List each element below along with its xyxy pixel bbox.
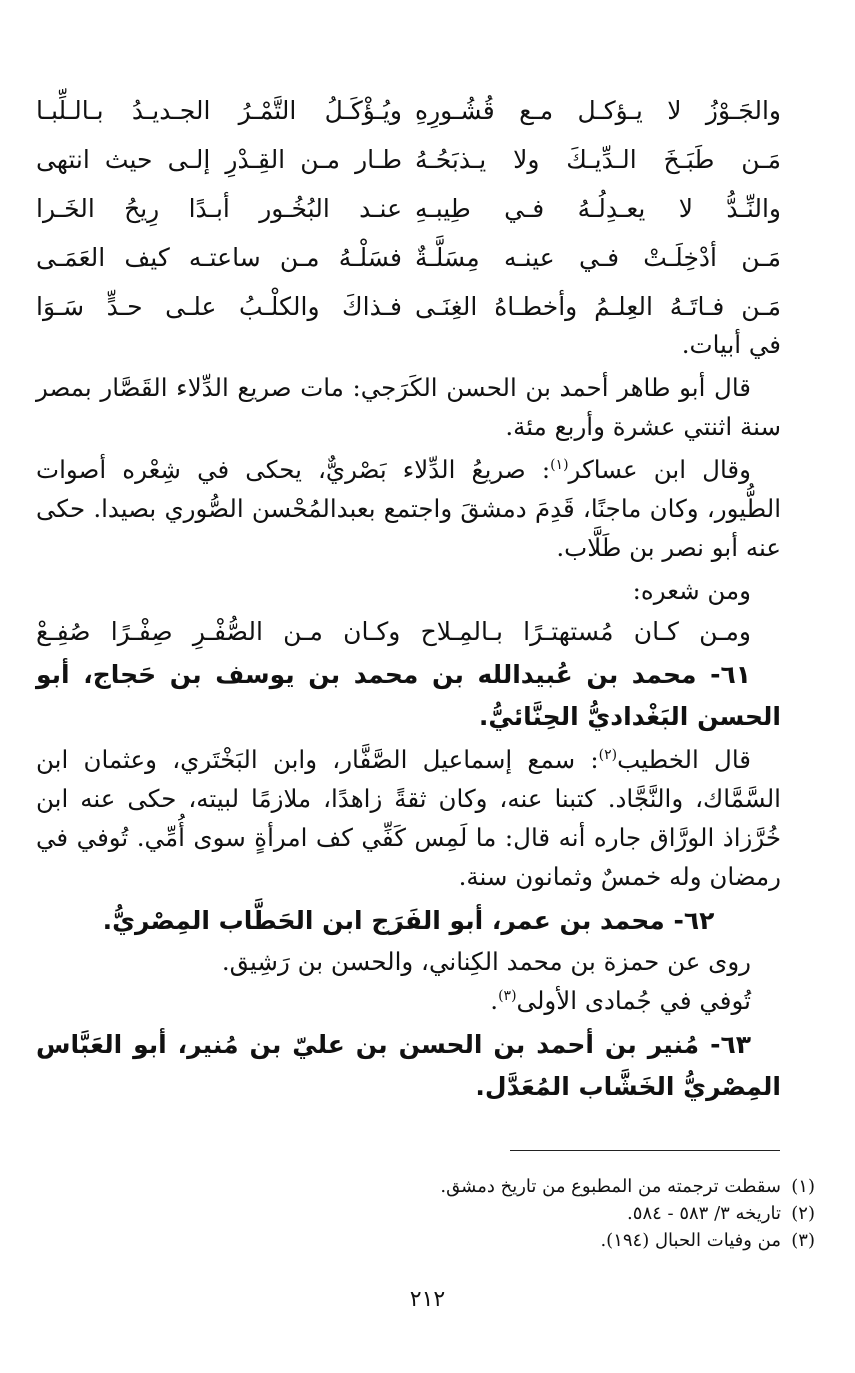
- verse-line: [36, 86, 781, 135]
- paragraph-death: [36, 981, 781, 1020]
- footnote-ref: (١): [550, 456, 569, 473]
- verse-second-hemistich: فسَلْـهُ مـن ساعتـه كيف العَمَـى: [36, 243, 402, 272]
- entry-heading-63: ٦٣- مُنير بن أحمد بن الحسن بن عليّ بن مُنير، أبو العَبَّاس المِصْريُّ الخَشَّاب المُعَدَّل.: [36, 1030, 781, 1101]
- footnote-text: سقطت ترجمته من المطبوع من تاريخ دمشق.: [440, 1176, 781, 1197]
- footnotes: [70, 1173, 815, 1254]
- text-segment: : سمع إسماعيل الصَّفَّار، وابن البَخْتَري، وعثمان ابن السَّمَّاك، والنَّجَّاد. كتبنا عنه، وكان ثقةً زاهدًا، ملازمًا لبيته، حكى عنه ابن خُرَّزاذ الورَّاق جاره أنه قال: ما لَمِس كَفِّي كف امرأةٍ سوى أُمِّي. تُوفي في رمضان وله خمسٌ وثمانون سنة.: [36, 745, 781, 891]
- footnote-item: [70, 1227, 815, 1254]
- footnote-item: [70, 1200, 815, 1227]
- footnote-divider: [510, 1150, 780, 1151]
- footnote-item: [70, 1173, 815, 1200]
- entry-heading-61: ٦١- محمد بن عُبيدالله بن محمد بن يوسف بن حَجاج، أبو الحسن البَغْداديُّ الحِنَّائيُّ.: [36, 660, 781, 731]
- footnote-number: (٣): [791, 1230, 815, 1251]
- paragraph-abyat: في أبيات.: [681, 330, 781, 359]
- footnote-text: من وفيات الحبال (١٩٤).: [600, 1230, 781, 1251]
- single-verse: ومـن كـان مُستهتـرًا بـالمِـلاح وكـان مـن الصُّفْـرِ صِفْـرًا صُفِـعْ: [36, 617, 751, 646]
- paragraph-khatib: [36, 740, 781, 896]
- footnote-ref: (٢): [598, 746, 618, 763]
- verse-first-hemistich: مَـن طَبَـخَ الـدِّيـكَ ولا يـذبَحُـهُ: [415, 145, 781, 174]
- verse-first-hemistich: والنِّـدُّ لا يعـدِلُـهُ فـي طِيبـهِ: [415, 194, 781, 223]
- footnote-number: (١): [791, 1176, 815, 1197]
- footnote-ref: (٣): [498, 987, 517, 1004]
- paragraph-karaji: قال أبو طاهر أحمد بن الحسن الكَرَجي: مات صريع الدِّلاء القَصَّار بمصر سنة اثنتي عشرة وأربع مئة.: [36, 373, 781, 441]
- text-segment: وقال ابن عساكر: [568, 455, 751, 484]
- paragraph-from-poetry: ومن شعره:: [632, 576, 751, 605]
- verse-line: [36, 184, 781, 233]
- paragraph-ibn-asakir: [36, 450, 781, 567]
- text-segment: .: [490, 986, 499, 1015]
- verse-first-hemistich: مَـن فـاتَـهُ العِلـمُ وأخطـاهُ الغِنَـى: [415, 292, 781, 321]
- text-segment: : صريعُ الدِّلاء بَصْريٌّ، يحكى في شِعْره أصوات الطُّيور، وكان ماجنًا، قَدِمَ دمشقَ واجتمع بعبدالمُحْسن الصُّوري بصيدا. حكى عنه أبو نصر بن طَلَّاب.: [36, 455, 781, 562]
- verse-second-hemistich: عنـد البُخُـور أبـدًا رِيحُ الخَـرا: [36, 194, 402, 223]
- entry-heading-62: ٦٢- محمد بن عمر، أبو الفَرَج ابن الحَطَّاب المِصْريُّ.: [102, 906, 715, 935]
- text-segment: قال الخطيب: [617, 745, 751, 774]
- verse-line: [36, 282, 781, 331]
- verse-second-hemistich: طـار مـن القِـدْرِ إلـى حيث انتهى: [36, 145, 402, 174]
- verse-second-hemistich: ويُـؤْكَـلُ التَّمْـرُ الجـديـدُ بـالـلِّبـا: [36, 96, 402, 125]
- verse-first-hemistich: مَـن أدْخِلَـتْ فـي عينـه مِسَلَّـةٌ: [415, 243, 781, 272]
- page-body: [36, 86, 781, 1108]
- verse-line: [36, 135, 781, 184]
- verse-line: [36, 233, 781, 282]
- poem-verses: [36, 86, 781, 331]
- footnote-text: تاريخه ٣/ ٥٨٣ - ٥٨٤.: [627, 1203, 781, 1224]
- verse-first-hemistich: والجَـوْزُ لا يـؤكـل مـع قُشُـورِهِ: [415, 96, 781, 125]
- paragraph-rawa: روى عن حمزة بن محمد الكِناني، والحسن بن رَشِيق.: [221, 947, 751, 976]
- footnote-number: (٢): [791, 1203, 815, 1224]
- text-segment: تُوفي في جُمادى الأولى: [516, 986, 751, 1015]
- verse-second-hemistich: فـذاكَ والكلْـبُ علـى حـدٍّ سَـوَا: [36, 292, 402, 321]
- page-number: ٢١٢: [409, 1287, 446, 1312]
